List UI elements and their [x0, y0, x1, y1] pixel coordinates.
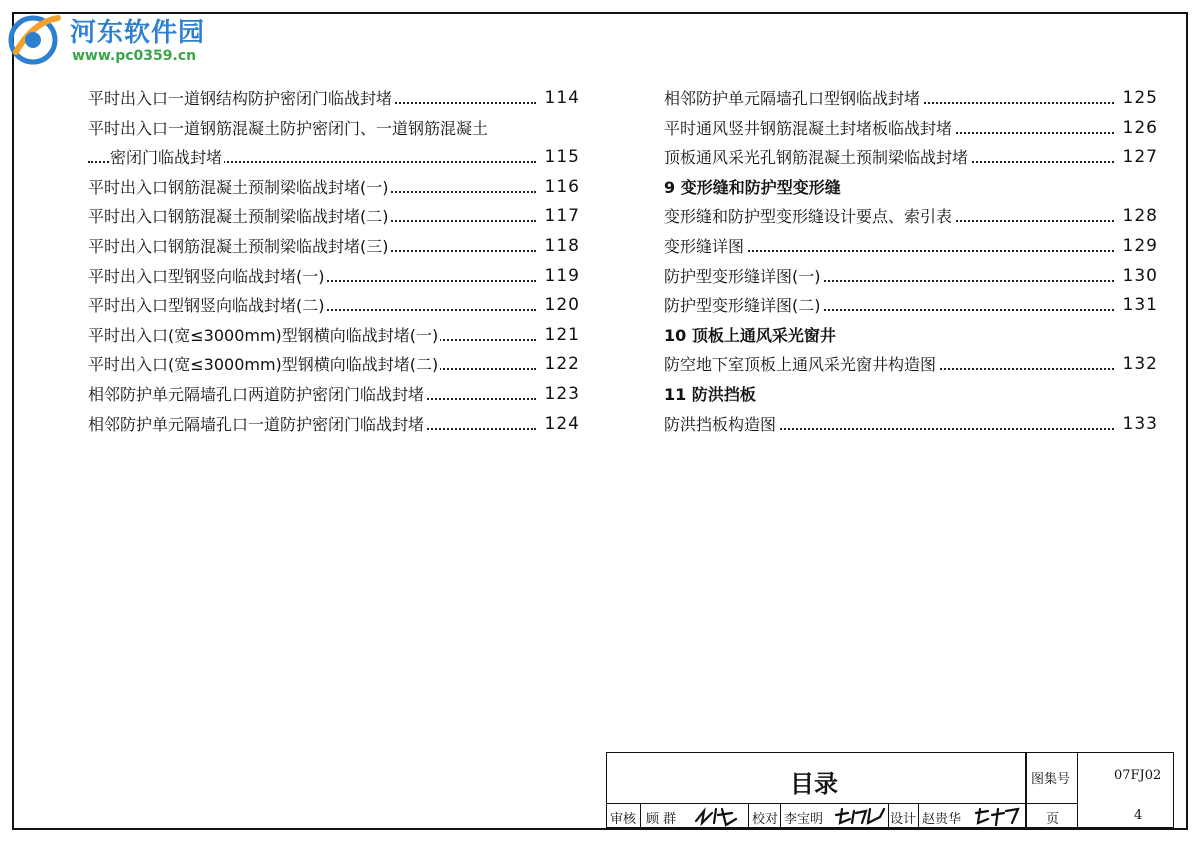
- toc-entry-title: 相邻防护单元隔墙孔口一道防护密闭门临战封堵: [88, 410, 426, 440]
- toc-entry-title: 顶板通风采光孔钢筋混凝土预制梁临战封堵: [664, 143, 970, 173]
- toc-entry-title: 平时出入口一道钢筋混凝土防护密闭门、一道钢筋混凝土: [88, 114, 490, 144]
- divider: [748, 804, 749, 828]
- toc-entry: [664, 84, 1158, 114]
- toc-entry-page: 114: [539, 84, 580, 114]
- section-heading-text: 9 变形缝和防护型变形缝: [664, 173, 843, 203]
- toc-entry: [664, 262, 1158, 292]
- toc-entry-page: 115: [539, 143, 580, 173]
- toc-entry-page: 132: [1117, 350, 1158, 380]
- page-number: 4: [1134, 808, 1143, 823]
- watermark-url: www.pc0359.cn: [72, 48, 197, 64]
- design-name: 赵贵华: [922, 812, 962, 827]
- section-heading: [664, 321, 1158, 351]
- toc-entry-title: 平时出入口(宽≤3000mm)型钢横向临战封堵(二): [88, 350, 440, 380]
- toc-entry: [88, 291, 580, 321]
- logo-icon: [6, 12, 64, 66]
- toc-entry: [664, 202, 1158, 232]
- page-label: 页: [1046, 812, 1060, 827]
- section-heading-text: 11 防洪挡板: [664, 380, 758, 410]
- section-heading-text: 10 顶板上通风采光窗井: [664, 321, 838, 351]
- toc-entry: [88, 84, 580, 114]
- divider: [640, 804, 641, 828]
- toc-entry-page: 129: [1117, 232, 1158, 262]
- toc-entry-page: 128: [1117, 202, 1158, 232]
- toc-entry-title: 平时出入口钢筋混凝土预制梁临战封堵(二): [88, 202, 391, 232]
- watermark-title: 河东软件园: [70, 18, 206, 48]
- toc-entry-title: 平时出入口钢筋混凝土预制梁临战封堵(三): [88, 232, 391, 262]
- toc-entry-page: 119: [539, 262, 580, 292]
- toc-entry: [88, 410, 580, 440]
- toc-entry-page: 123: [539, 380, 580, 410]
- drawing-title: 目录: [790, 770, 838, 798]
- divider: [918, 804, 919, 828]
- toc-entry-page: 124: [539, 410, 580, 440]
- toc-entry: [88, 321, 580, 351]
- watermark: [6, 8, 226, 70]
- toc-entry-page: 117: [539, 202, 580, 232]
- toc-entry-title: 相邻防护单元隔墙孔口型钢临战封堵: [664, 84, 922, 114]
- toc-entry: [664, 350, 1158, 380]
- toc-entry: [88, 114, 580, 144]
- title-block: [606, 752, 1174, 830]
- toc-entry: [88, 262, 580, 292]
- toc-entry-page: 125: [1117, 84, 1158, 114]
- toc-entry-page: 131: [1117, 291, 1158, 321]
- toc-entry-title: 平时出入口型钢竖向临战封堵(二): [88, 291, 327, 321]
- design-signature: [972, 805, 1024, 827]
- toc-entry: [88, 143, 580, 173]
- toc-entry-title: 防洪挡板构造图: [664, 410, 778, 440]
- toc-entry-title: 防护型变形缝详图(一): [664, 262, 823, 292]
- toc-entry-page: 122: [539, 350, 580, 380]
- section-heading: [664, 380, 1158, 410]
- atlas-label: 图集号: [1031, 772, 1071, 787]
- atlas-number: 07FJ02: [1114, 768, 1162, 783]
- toc-right-column: [664, 84, 1158, 439]
- toc-entry-page: 121: [539, 321, 580, 351]
- toc-entry-page: 118: [539, 232, 580, 262]
- toc-entry: [88, 232, 580, 262]
- toc-entry-title: 相邻防护单元隔墙孔口两道防护密闭门临战封堵: [88, 380, 426, 410]
- toc-entry: [664, 232, 1158, 262]
- section-heading: [664, 173, 1158, 203]
- toc-entry-title: 平时通风竖井钢筋混凝土封堵板临战封堵: [664, 114, 954, 144]
- toc-entry: [88, 202, 580, 232]
- toc-entry: [88, 350, 580, 380]
- toc-entry-title: 变形缝详图: [664, 232, 746, 262]
- check-label: 校对: [752, 812, 779, 827]
- toc-entry-page: 133: [1117, 410, 1158, 440]
- toc-entry-page: 116: [539, 173, 580, 203]
- toc-entry-title: 密闭门临战封堵: [110, 143, 224, 173]
- toc-entry: [664, 114, 1158, 144]
- divider: [888, 804, 889, 828]
- toc-left-column: [88, 84, 580, 439]
- review-signature: [692, 805, 748, 827]
- check-signature: [832, 805, 890, 827]
- toc-entry: [664, 410, 1158, 440]
- toc-entry-page: 120: [539, 291, 580, 321]
- toc-entry-title: 平时出入口(宽≤3000mm)型钢横向临战封堵(一): [88, 321, 440, 351]
- toc-entry-title: 变形缝和防护型变形缝设计要点、索引表: [664, 202, 954, 232]
- toc-entry-page: 130: [1117, 262, 1158, 292]
- toc-entry-title: 平时出入口钢筋混凝土预制梁临战封堵(一): [88, 173, 391, 203]
- toc-entry-page: 126: [1117, 114, 1158, 144]
- toc-entry-title: 平时出入口型钢竖向临战封堵(一): [88, 262, 327, 292]
- toc-entry: [664, 143, 1158, 173]
- toc-entry: [88, 380, 580, 410]
- toc-entry: [88, 173, 580, 203]
- toc-entry-title: 平时出入口一道钢结构防护密闭门临战封堵: [88, 84, 394, 114]
- toc-entry-title: 防空地下室顶板上通风采光窗井构造图: [664, 350, 938, 380]
- check-name: 李宝明: [784, 812, 824, 827]
- design-label: 设计: [890, 812, 917, 827]
- review-name: 顾 群: [646, 812, 677, 827]
- review-label: 审核: [610, 812, 637, 827]
- toc-entry: [664, 291, 1158, 321]
- divider: [780, 804, 781, 828]
- toc-entry-title: 防护型变形缝详图(二): [664, 291, 823, 321]
- toc-entry-page: 127: [1117, 143, 1158, 173]
